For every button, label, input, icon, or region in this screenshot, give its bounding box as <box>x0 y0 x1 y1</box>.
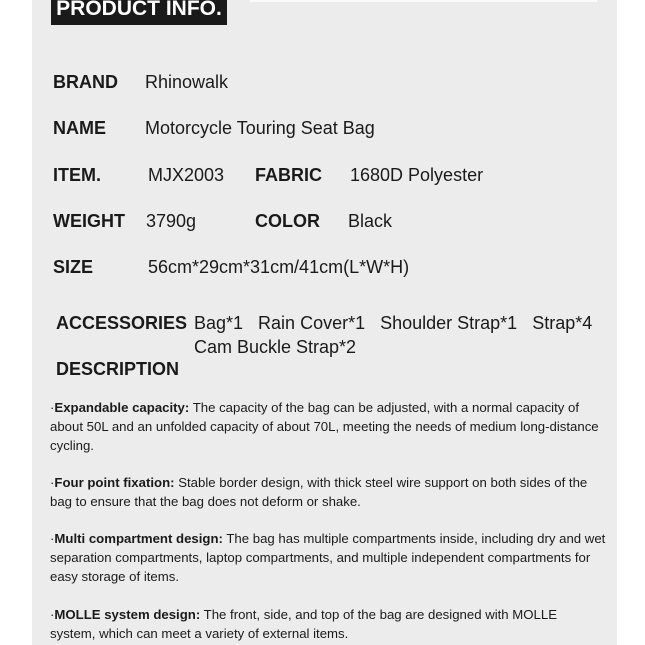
item-title: Multi compartment design: <box>54 531 223 546</box>
item-text: The capacity of the bag can be adjusted, with a normal capacity of about 50L and an unfolded capacity of about 70L, meeting the needs of medium long-distance cycling. <box>50 400 599 453</box>
description-item: ·Four point fixation: Stable border design, with thick steel wire support on both sides of the bag to ensure that the bag does not deform or shake. <box>50 475 588 509</box>
size-value: 56cm*29cm*31cm/41cm(L*W*H) <box>148 257 410 277</box>
fabric-value: 1680D Polyester <box>350 165 484 185</box>
description-item: ·Expandable capacity: The capacity of the bag can be adjusted, with a normal capacity of about 50L and an unfolded capacity of about 70L, meeting the needs of medium long-distance cycling. <box>50 400 599 453</box>
accessories-label: ACCESSORIES <box>56 313 188 333</box>
brand-value: Rhinowalk <box>145 72 229 92</box>
item-title: MOLLE system design: <box>54 607 201 622</box>
item-title: Expandable capacity: <box>54 400 190 415</box>
item-text: The front, side, and top of the bag are designed with MOLLE system, which can meet a variety of external items. <box>50 607 558 641</box>
item-title: Four point fixation: <box>54 475 175 490</box>
weight-label: WEIGHT <box>53 211 125 231</box>
accessories-line-1: Bag*1 Rain Cover*1 Shoulder Strap*1 Strap*4 <box>194 313 593 333</box>
item-text: Stable border design, with thick steel wire support on both sides of the bag to ensure that the bag does not deform or shake. <box>50 475 588 509</box>
item-value: MJX2003 <box>148 165 225 185</box>
brand-label: BRAND <box>53 72 118 92</box>
description-item: ·MOLLE system design: The front, side, and top of the bag are designed with MOLLE system, which can meet a variety of external items. <box>50 607 558 641</box>
item-label: ITEM. <box>53 165 101 185</box>
description-item: ·Multi compartment design: The bag has multiple compartments inside, including dry and wet separation compartments, laptop compartments, and multiple independent compartments for easy storage of items. <box>50 531 606 584</box>
fabric-label: FABRIC <box>255 165 322 185</box>
section-header: PRODUCT INFO. <box>51 0 227 25</box>
name-label: NAME <box>53 118 106 138</box>
divider <box>250 0 597 2</box>
name-value: Motorcycle Touring Seat Bag <box>145 118 375 138</box>
item-text: The bag has multiple compartments inside, including dry and wet separation compartments, laptop compartments, and multiple independent compartments for easy storage of items. <box>50 531 606 584</box>
description-label: DESCRIPTION <box>56 359 180 379</box>
accessories-line-2: Cam Buckle Strap*2 <box>194 337 357 357</box>
color-value: Black <box>348 211 393 231</box>
weight-value: 3790g <box>146 211 197 231</box>
color-label: COLOR <box>255 211 320 231</box>
size-label: SIZE <box>53 257 94 277</box>
